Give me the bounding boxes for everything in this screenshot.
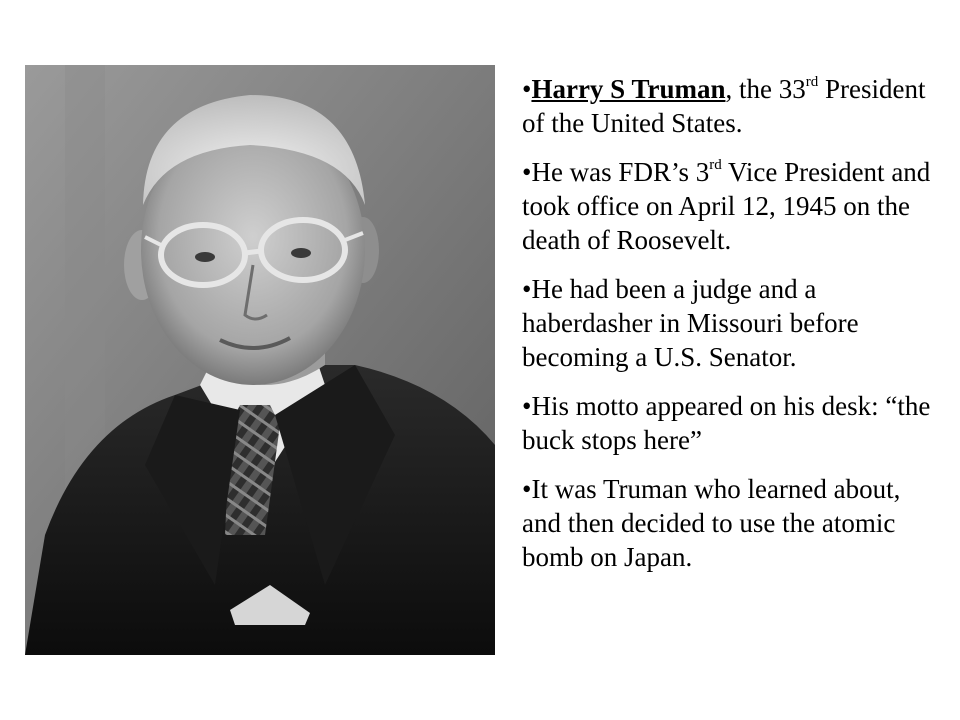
bullet-list bbox=[522, 72, 942, 589]
bullet-item-1 bbox=[522, 72, 942, 140]
bullet-marker: • bbox=[522, 74, 532, 104]
bullet-text: President of the United States. bbox=[522, 74, 926, 138]
bullet-text: It was Truman who learned about, and then decided to use the atomic bomb on Japan. bbox=[522, 474, 901, 572]
bullet-marker: • bbox=[522, 474, 532, 504]
bullet-item-5 bbox=[522, 472, 942, 574]
portrait-illustration bbox=[25, 65, 495, 655]
bullet-item-3 bbox=[522, 272, 942, 374]
ordinal-suffix: rd bbox=[805, 74, 819, 90]
bullet-marker: • bbox=[522, 157, 532, 187]
bullet-item-4 bbox=[522, 389, 942, 457]
portrait-photo bbox=[25, 65, 495, 655]
bullet-text: His motto appeared on his desk: “the buck stops here” bbox=[522, 391, 931, 455]
bullet-text: He was FDR’s 3 bbox=[531, 157, 710, 187]
bullet-text: Vice President and took office on April 12, 1945 on the death of Roosevelt. bbox=[522, 157, 931, 255]
bullet-text: , the 33 bbox=[725, 74, 806, 104]
bullet-item-2 bbox=[522, 155, 942, 257]
ordinal-suffix: rd bbox=[709, 157, 722, 173]
truman-name-link[interactable]: Harry S Truman bbox=[531, 74, 726, 104]
bullet-marker: • bbox=[522, 391, 532, 421]
bullet-text: He had been a judge and a haberdasher in Missouri before becoming a U.S. Senator. bbox=[522, 274, 859, 372]
bullet-marker: • bbox=[522, 274, 532, 304]
